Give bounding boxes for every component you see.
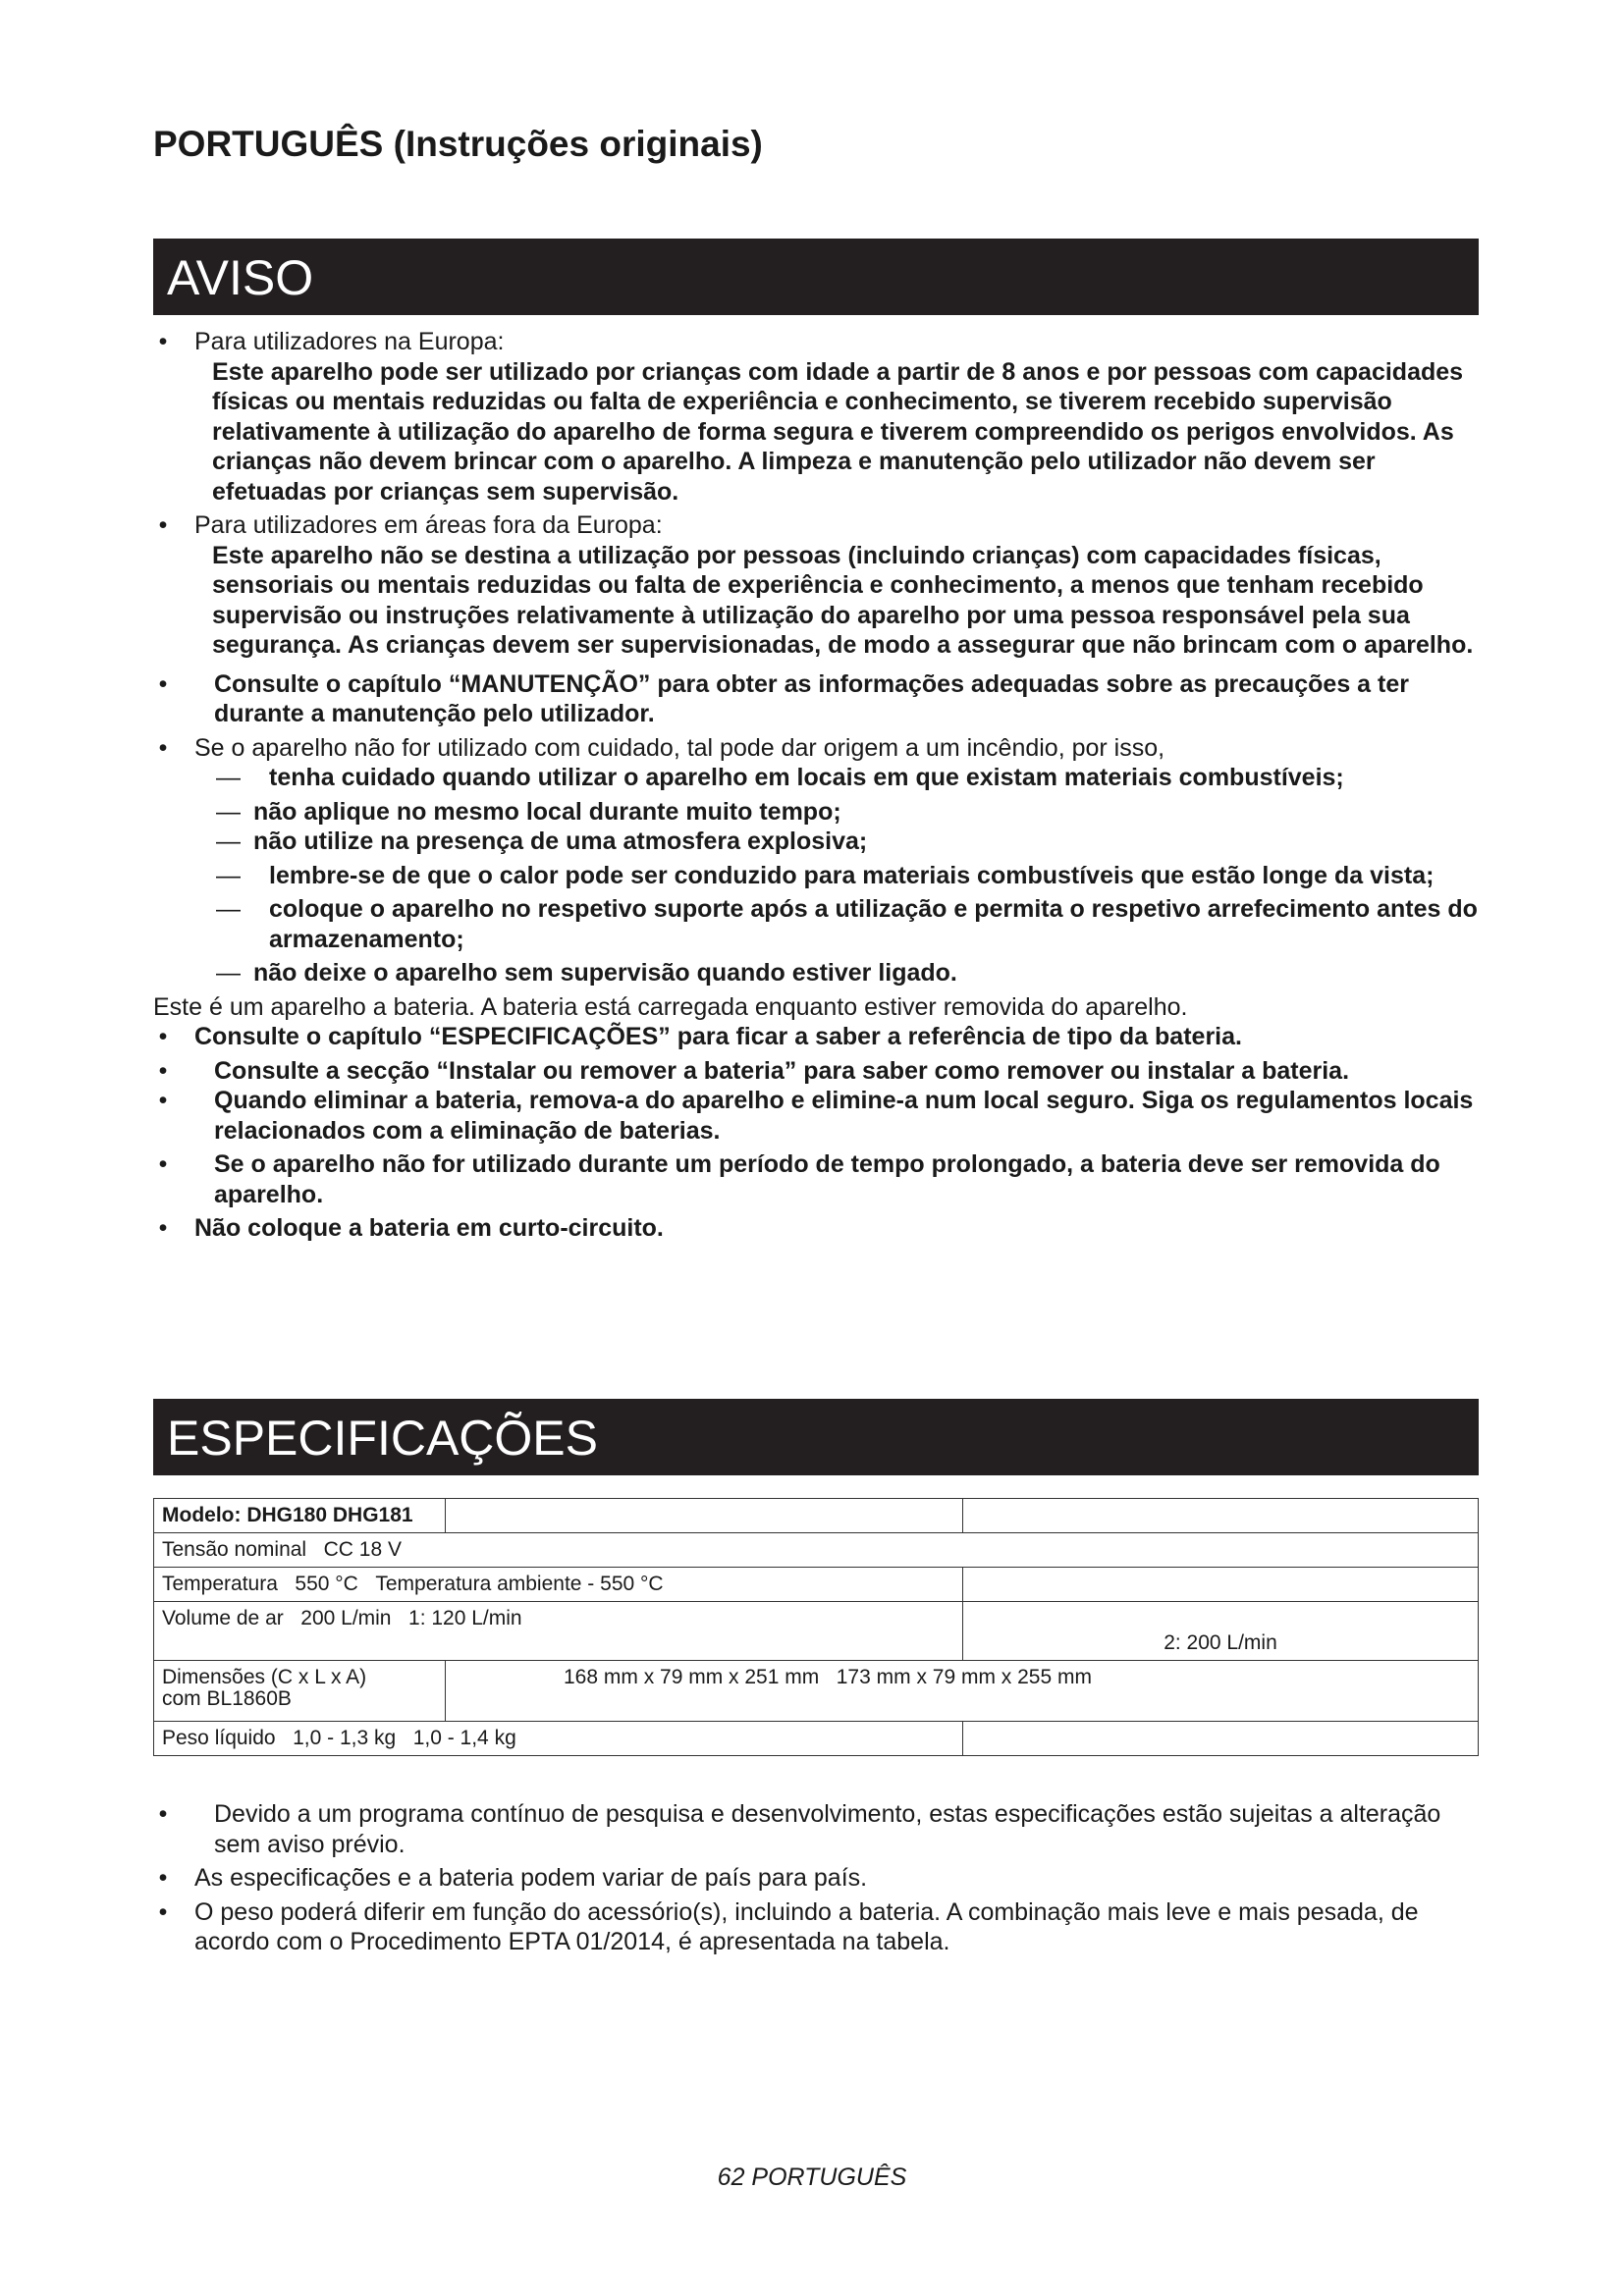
table-row (154, 1533, 1479, 1568)
table-row (154, 1722, 1479, 1756)
air-volume-cell-2: 2: 200 L/min (963, 1602, 1479, 1661)
aviso-heading: AVISO (153, 239, 1479, 315)
fire-item: — não utilize na presença de uma atmosfera explosiva; (216, 828, 868, 855)
battery-intro: Este é um aparelho a bateria. A bateria está carregada enquanto estiver removida do aparelho. (153, 992, 1188, 1021)
battery-item: • Se o aparelho não for utilizado durante um período de tempo prolongado, a bateria deve ser removida do aparelho. (153, 1149, 1483, 1209)
battery-item: • Consulte o capítulo “ESPECIFICAÇÕES” para ficar a saber a referência de tipo da bateria. (153, 1022, 1483, 1052)
list-item (153, 510, 1483, 541)
bullet: • (158, 328, 168, 355)
spec-table (153, 1498, 1479, 1756)
fire-item: — tenha cuidado quando utilizar o aparelho em locais em que existam materiais combustíveis; (216, 764, 1344, 791)
air-volume-cell: Volume de ar 200 L/min 1: 120 L/min (154, 1602, 963, 1661)
bullet: • (158, 1864, 168, 1892)
dash-mark: — (216, 764, 241, 791)
fire-item: — não aplique no mesmo local durante muito tempo; (216, 797, 841, 826)
table-row (154, 1661, 1479, 1722)
table-row (154, 1568, 1479, 1602)
list-item (153, 733, 1483, 764)
dash-mark: — (216, 861, 241, 889)
bullet: • (158, 1023, 168, 1050)
bullet: • (158, 1214, 168, 1242)
battery-item: • Quando eliminar a bateria, remova-a do aparelho e elimine-a num local seguro. Siga os regulamentos locais relacionados com a eliminação de baterias. (153, 1086, 1483, 1146)
fire-item: — lembre-se de que o calor pode ser conduzido para materiais combustíveis que estão longe da vista; (216, 861, 1435, 889)
page-title: PORTUGUÊS (Instruções originais) (153, 124, 763, 164)
bullet: • (158, 1897, 168, 1926)
table-row (154, 1499, 1479, 1533)
list-item (153, 669, 1483, 729)
list-item (153, 327, 1483, 357)
page-footer: 62 PORTUGUÊS (717, 2163, 907, 2191)
maintenance-reference: Consulte o capítulo “MANUTENÇÃO” para obter as informações adequadas sobre as precauções a ter durante a manutenção pelo utilizador. (214, 669, 1409, 727)
voltage-cell: Tensão nominal CC 18 V (154, 1533, 1479, 1568)
fire-item: — não deixe o aparelho sem supervisão quando estiver ligado. (216, 959, 957, 987)
outside-label: Para utilizadores em áreas fora da Europa: (194, 511, 663, 539)
europe-text: Este aparelho pode ser utilizado por crianças com idade a partir de 8 anos e por pessoas com capacidades físicas ou mentais reduzidas ou falta de experiência e conhecimento, se tiverem recebido supervisão relativamente à utilização do aparelho de forma segura e tiverem compreendido os perigos envolvidos. As crianças não devem brincar com o aparelho. A limpeza e manutenção pelo utilizador não devem ser efetuadas por crianças sem supervisão. (212, 357, 1464, 506)
note-item: • As especificações e a bateria podem variar de país para país. (153, 1863, 1483, 1894)
dimensions-value-cell: 168 mm x 79 mm x 251 mm 173 mm x 79 mm x 255 mm (446, 1661, 1479, 1722)
bullet: • (158, 1150, 168, 1178)
bullet: • (158, 1087, 168, 1114)
fire-intro: Se o aparelho não for utilizado com cuidado, tal pode dar origem a um incêndio, por isso, (194, 733, 1165, 762)
note-item: • Devido a um programa contínuo de pesquisa e desenvolvimento, estas especificações estão sujeitas a alteração sem aviso prévio. (153, 1799, 1483, 1859)
bullet: • (158, 669, 168, 698)
note-item: • O peso poderá diferir em função do acessório(s), incluindo a bateria. A combinação mais leve e mais pesada, de acordo com o Procedimento EPTA 01/2014, é apresentada na tabela. (153, 1897, 1483, 1957)
dimensions-label-cell: Dimensões (C x L x A) com BL1860B (154, 1661, 446, 1722)
bullet: • (158, 1056, 168, 1085)
europe-label: Para utilizadores na Europa: (194, 328, 505, 355)
bullet: • (158, 1800, 168, 1828)
dash-mark: — (216, 895, 241, 923)
bullet: • (158, 733, 168, 762)
outside-text: Este aparelho não se destina a utilização por pessoas (incluindo crianças) com capacidades físicas, sensoriais ou mentais reduzidas ou falta de experiência e conhecimento, a menos que tenham recebido supervisão ou instruções relativamente à utilização do aparelho por uma pessoa responsável pela sua segurança. As crianças devem ser supervisionadas, de modo a assegurar que não brincam com o aparelho. (212, 541, 1474, 659)
battery-item: • Consulte a secção “Instalar ou remover a bateria” para saber como remover ou instalar a bateria. (153, 1056, 1483, 1087)
dash-mark: — (216, 959, 241, 987)
dash-mark: — (216, 828, 241, 855)
bullet: • (158, 511, 168, 539)
model-cell: Modelo: DHG180 DHG181 (154, 1499, 446, 1533)
spec-notes (153, 1799, 1483, 1957)
aviso-section (153, 327, 1483, 1244)
weight-cell: Peso líquido 1,0 - 1,3 kg 1,0 - 1,4 kg (154, 1722, 963, 1756)
especificacoes-heading: ESPECIFICAÇÕES (153, 1399, 1479, 1475)
fire-item: — coloque o aparelho no respetivo suporte após a utilização e permita o respetivo arrefecimento antes do armazenamento; (216, 895, 1478, 953)
temperature-cell: Temperatura 550 °C Temperatura ambiente - 550 °C (154, 1568, 963, 1602)
table-row (154, 1602, 1479, 1661)
battery-item: • Não coloque a bateria em curto-circuito. (153, 1213, 1483, 1244)
dash-mark: — (216, 797, 241, 826)
